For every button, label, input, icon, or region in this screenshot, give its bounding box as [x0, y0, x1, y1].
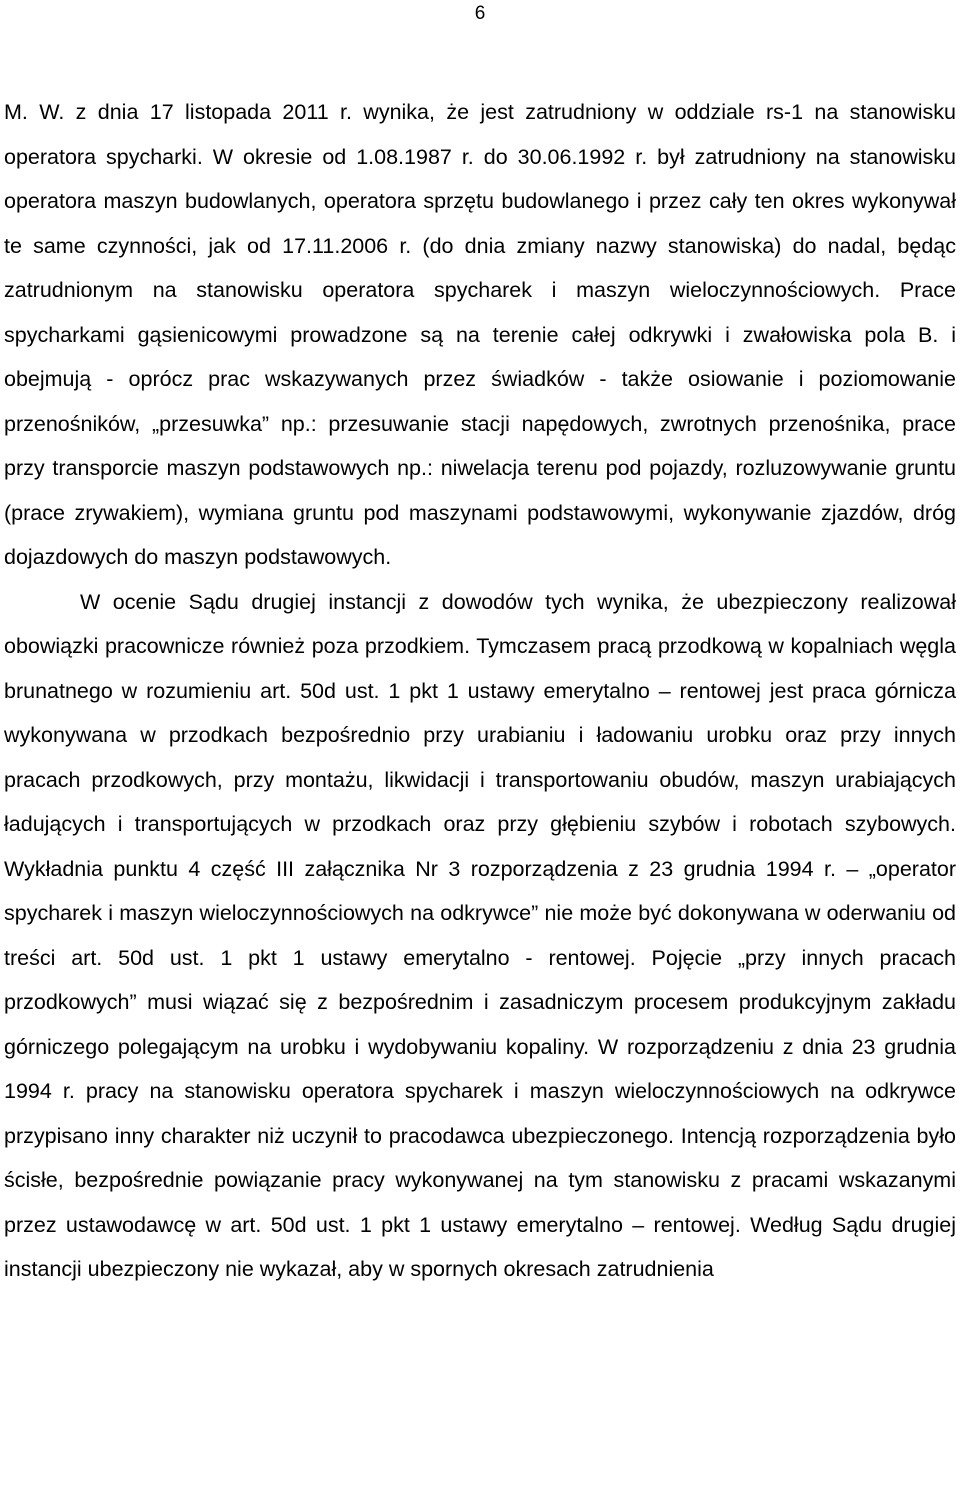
page-number: 6: [474, 3, 486, 24]
paragraph-1: M. W. z dnia 17 listopada 2011 r. wynika, że jest zatrudniony w oddziale rs-1 na stanowisku operatora spycharki. W okresie od 1.08.1987 r. do 30.06.1992 r. był zatrudniony na stanowisku operatora maszyn budowlanych, operatora sprzętu budowlanego i przez cały ten okres wykonywał te same czynności, jak od 17.11.2006 r. (do dnia zmiany nazwy stanowiska) do nadal, będąc zatrudnionym na stanowisku operatora spycharek i maszyn wieloczynnościowych. Prace spycharkami gąsienicowymi prowadzone są na terenie całej odkrywki i zwałowiska pola B. i obejmują - oprócz prac wskazywanych przez świadków - także osiowanie i poziomowanie przenośników, „przesuwka” np.: przesuwanie stacji napędowych, zwrotnych przenośnika, prace przy transporcie maszyn podstawowych np.: niwelacja terenu pod pojazdy, rozluzowywanie gruntu (prace zrywakiem), wymiana gruntu pod maszynami podstawowymi, wykonywanie zjazdów, dróg dojazdowych do maszyn podstawowych.: [4, 100, 956, 569]
document-body: [4, 90, 956, 1292]
paragraph-2: W ocenie Sądu drugiej instancji z dowodów tych wynika, że ubezpieczony realizował obowiązki pracownicze również poza przodkiem. Tymczasem pracą przodkową w kopalniach węgla brunatnego w rozumieniu art. 50d ust. 1 pkt 1 ustawy emerytalno – rentowej jest praca górnicza wykonywana w przodkach bezpośrednio przy urabianiu i ładowaniu urobku oraz przy innych pracach przodkowych, przy montażu, likwidacji i transportowaniu obudów, maszyn urabiających ładujących i transportujących w przodkach oraz przy głębieniu szybów i robotach szybowych. Wykładnia punktu 4 część III załącznika Nr 3 rozporządzenia z 23 grudnia 1994 r. – „operator spycharek i maszyn wieloczynnościowych na odkrywce” nie może być dokonywana w oderwaniu od treści art. 50d ust. 1 pkt 1 ustawy emerytalno - rentowej. Pojęcie „przy innych pracach przodkowych” musi wiązać się z bezpośrednim i zasadniczym procesem produkcyjnym zakładu górniczego polegającym na urobku i wydobywaniu kopaliny. W rozporządzeniu z dnia 23 grudnia 1994 r. pracy na stanowisku operatora spycharek i maszyn wieloczynnościowych na odkrywce przypisano inny charakter niż uczynił to pracodawca ubezpieczonego. Intencją rozporządzenia było ścisłe, bezpośrednie powiązanie pracy wykonywanej na tym stanowisku z pracami wskazanymi przez ustawodawcę w art. 50d ust. 1 pkt 1 ustawy emerytalno – rentowej. Według Sądu drugiej instancji ubezpieczony nie wykazał, aby w spornych okresach zatrudnienia: [4, 589, 956, 1281]
